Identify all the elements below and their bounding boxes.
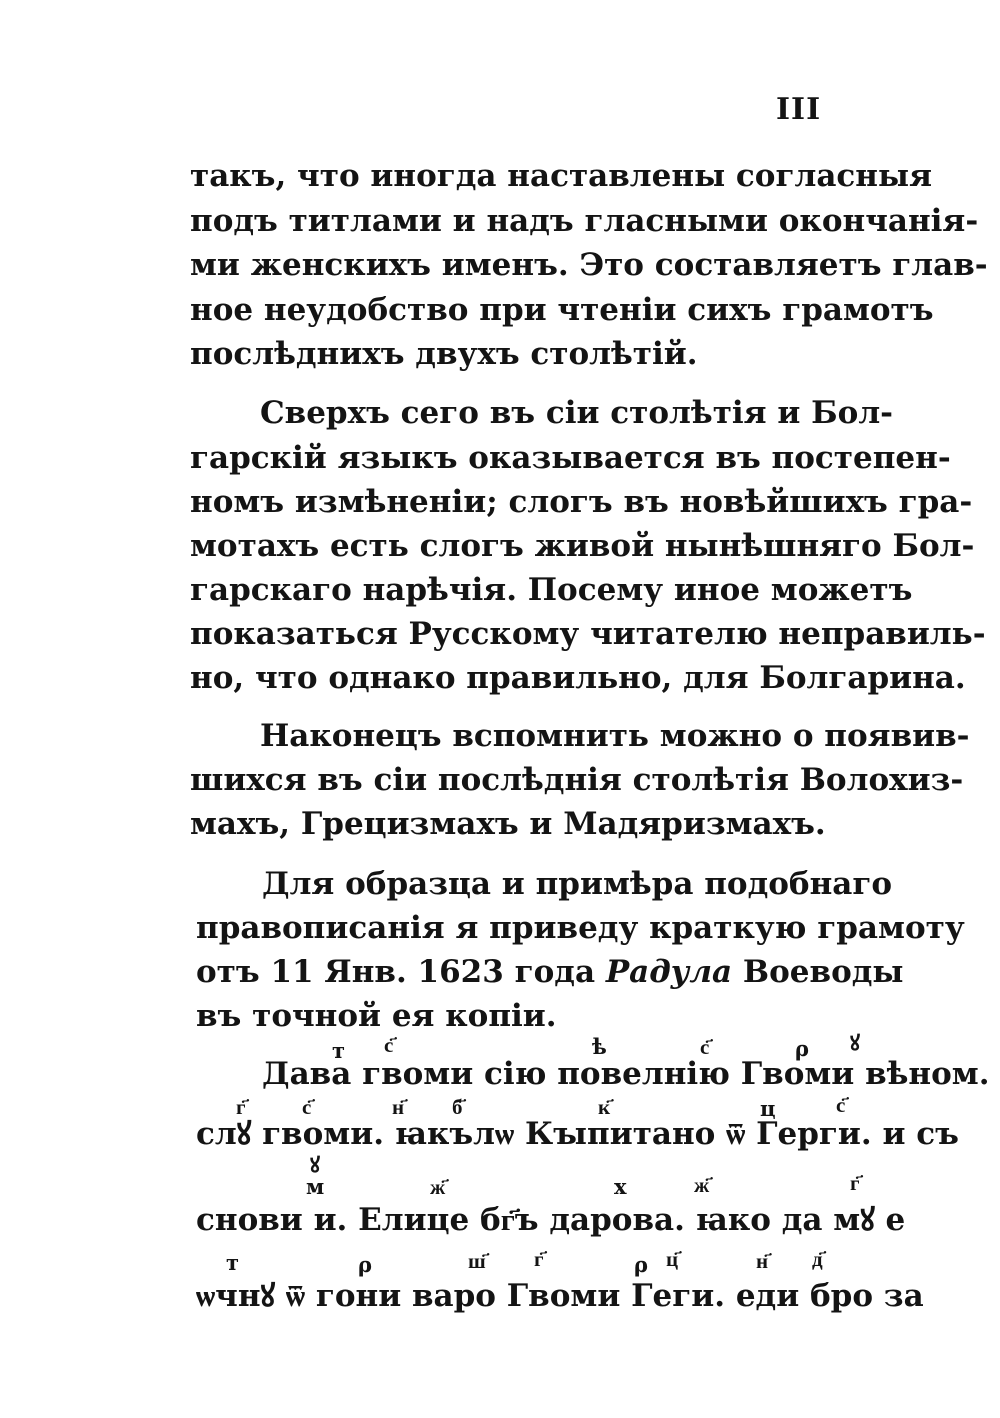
paragraph-4-line-2: правописанія я приведу краткую грамоту	[196, 910, 965, 946]
charter-superscript: ρ	[358, 1252, 372, 1277]
charter-line-2: слꙋ гвоми. ꙗкълѡ Кꙑпитано ѿ Герги. и съ	[196, 1116, 959, 1152]
charter-superscript: с҃	[700, 1034, 710, 1059]
charter-superscript: т	[226, 1250, 240, 1275]
paragraph-1-line-2: подъ титлами и надъ гласными окончанія-	[190, 203, 979, 239]
paragraph-4-line-1: Для образца и примѣра подобнаго	[262, 866, 893, 902]
charter-superscript: ц҃	[666, 1246, 679, 1271]
charter-superscript: ц	[760, 1096, 776, 1121]
paragraph-4-line-3	[196, 954, 904, 990]
charter-superscript: с҃	[302, 1094, 312, 1119]
paragraph-1-line-5: послѣднихъ двухъ столѣтій.	[190, 336, 698, 372]
paragraph-2-line-1: Сверхъ сего въ сіи столѣтія и Бол-	[260, 395, 894, 431]
paragraph-3-line-3: махъ, Грецизмахъ и Мадяризмахъ.	[190, 806, 826, 842]
charter-superscript: с҃	[836, 1092, 846, 1117]
charter-superscript: н҃	[392, 1094, 405, 1119]
date-text: отъ 11 Янв. 1623 года	[196, 954, 596, 990]
paragraph-2-line-4: мотахъ есть слогъ живой нынѣшняго Бол-	[190, 528, 975, 564]
paragraph-1-line-4: ное неудобство при чтеніи сихъ грамотъ	[190, 292, 934, 328]
charter-superscript: ρ	[795, 1036, 809, 1061]
paragraph-2-line-5: гарскаго нарѣчія. Посему иное можетъ	[190, 572, 913, 608]
charter-superscript: ш҃	[468, 1248, 486, 1273]
charter-superscript: х	[614, 1174, 627, 1199]
charter-superscript: м	[306, 1174, 325, 1199]
charter-superscript: г҃	[850, 1170, 860, 1195]
charter-superscript: т	[332, 1038, 346, 1063]
charter-superscript: г҃	[534, 1246, 544, 1271]
radul-name: Радула	[605, 954, 733, 990]
paragraph-1-line-3: ми женскихъ именъ. Это составляетъ глав-	[190, 247, 988, 283]
paragraph-2-line-6: показаться Русскому читателю неправиль-	[190, 616, 986, 652]
paragraph-4-line-4: въ точной ея копіи.	[196, 998, 557, 1034]
charter-line-4: ѡчнꙋ ѿ гони варо Гвоми Геги. еди бро за	[196, 1278, 924, 1314]
charter-superscript: ρ	[634, 1252, 648, 1277]
paragraph-3-line-1: Наконецъ вспомнить можно о появив-	[260, 718, 970, 754]
charter-superscript: ꙋ	[850, 1030, 860, 1055]
paragraph-2-line-3: номъ измѣненіи; слогъ въ новѣйшихъ гра-	[190, 484, 973, 520]
charter-line-1: Дава гвоми сію повелнію Гвоми вѣном.	[262, 1056, 990, 1092]
paragraph-1-line-1: такъ, что иногда наставлены согласныя	[190, 158, 932, 194]
charter-superscript: ж҃	[694, 1172, 710, 1197]
voivode-text: Воеводы	[742, 954, 904, 990]
paragraph-2-line-7: но, что однако правильно, для Болгарина.	[190, 660, 966, 696]
charter-superscript: с҃	[384, 1032, 394, 1057]
charter-superscript: ѣ	[592, 1034, 607, 1059]
page-number: III	[776, 92, 822, 127]
charter-superscript: д҃	[812, 1246, 823, 1271]
paragraph-2-line-2: гарскій языкъ оказывается въ постепен-	[190, 440, 951, 476]
charter-superscript: г҃	[236, 1094, 246, 1119]
paragraph-3-line-2: шихся въ сіи послѣднія столѣтія Волохиз-	[190, 762, 964, 798]
charter-superscript: ꙋ	[310, 1152, 320, 1177]
charter-superscript: к҃	[598, 1094, 611, 1119]
charter-superscript: н҃	[756, 1248, 769, 1273]
charter-superscript: ж҃	[430, 1174, 446, 1199]
charter-superscript: б҃	[452, 1094, 463, 1119]
charter-line-3: снови и. Елице бг҃ъ дарова. ꙗко да мꙋ е	[196, 1202, 906, 1238]
